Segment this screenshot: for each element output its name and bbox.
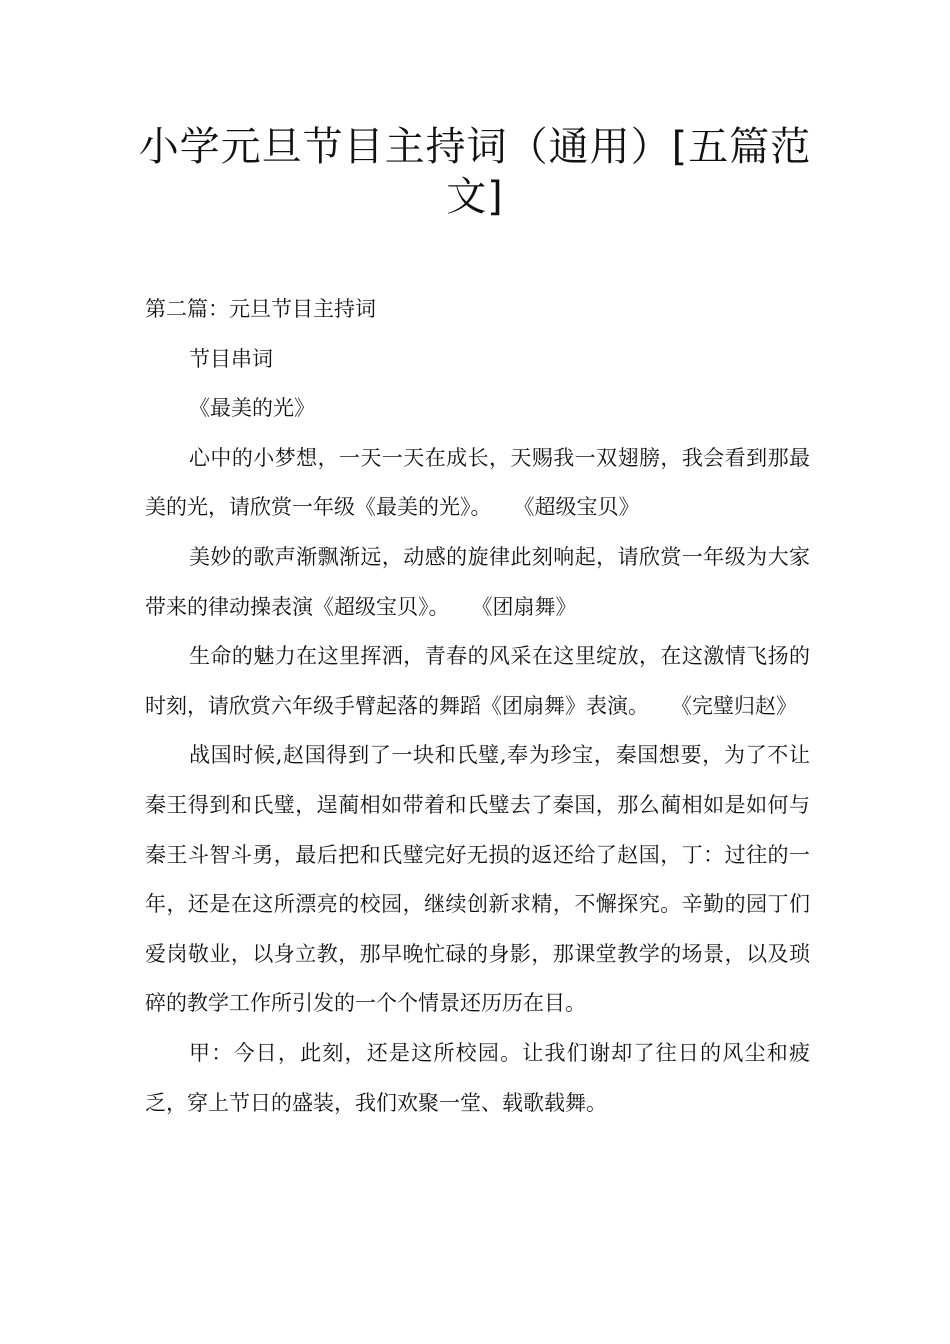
paragraph-2-text: 美妙的歌声渐飘渐远，动感的旋律此刻响起，请欣赏一年级为大家带来的律动操表演《超级宝贝》。	[145, 544, 810, 619]
program-title-3: 《团扇舞》	[471, 594, 577, 619]
paragraph-1-text: 心中的小梦想，一天一天在成长，天赐我一双翅膀，我会看到那最美的光，请欣赏一年级《最美的光》。	[145, 445, 810, 520]
program-title-2: 《超级宝贝》	[513, 495, 640, 520]
paragraph-1	[145, 434, 810, 533]
paragraph-3-text: 生命的魅力在这里挥洒，青春的风采在这里绽放，在这激情飞扬的时刻，请欣赏六年级手臂起落的舞蹈《团扇舞》表演。	[145, 644, 810, 718]
program-title-1: 《最美的光》	[189, 396, 315, 421]
subheading: 节目串词	[189, 346, 273, 371]
program-title-4: 《完璧归赵》	[671, 693, 797, 718]
paragraph-2	[145, 533, 810, 632]
paragraph-3	[145, 632, 810, 731]
document-body	[145, 285, 810, 1128]
document-title: 小学元旦节目主持词（通用）[五篇范文]	[138, 124, 812, 220]
paragraph-4: 战国时候,赵国得到了一块和氏璧,奉为珍宝，秦国想要，为了不让秦王得到和氏璧，逞蔺相如带着和氏璧去了秦国，那么蔺相如是如何与秦王斗智斗勇，最后把和氏璧完好无损的返还给了赵国，丁：过往的一年，还是在这所漂亮的校园，继续创新求精，不懈探究。辛勤的园丁们爱岗敬业，以身立教，那早晚忙碌的身影，那课堂教学的场景，以及琐碎的教学工作所引发的一个个情景还历历在目。	[145, 743, 810, 1016]
section-heading: 第二篇：元旦节目主持词	[145, 297, 376, 321]
paragraph-5: 甲：今日，此刻，还是这所校园。让我们谢却了往日的风尘和疲乏，穿上节日的盛装，我们欢聚一堂、载歌载舞。	[145, 1040, 810, 1115]
